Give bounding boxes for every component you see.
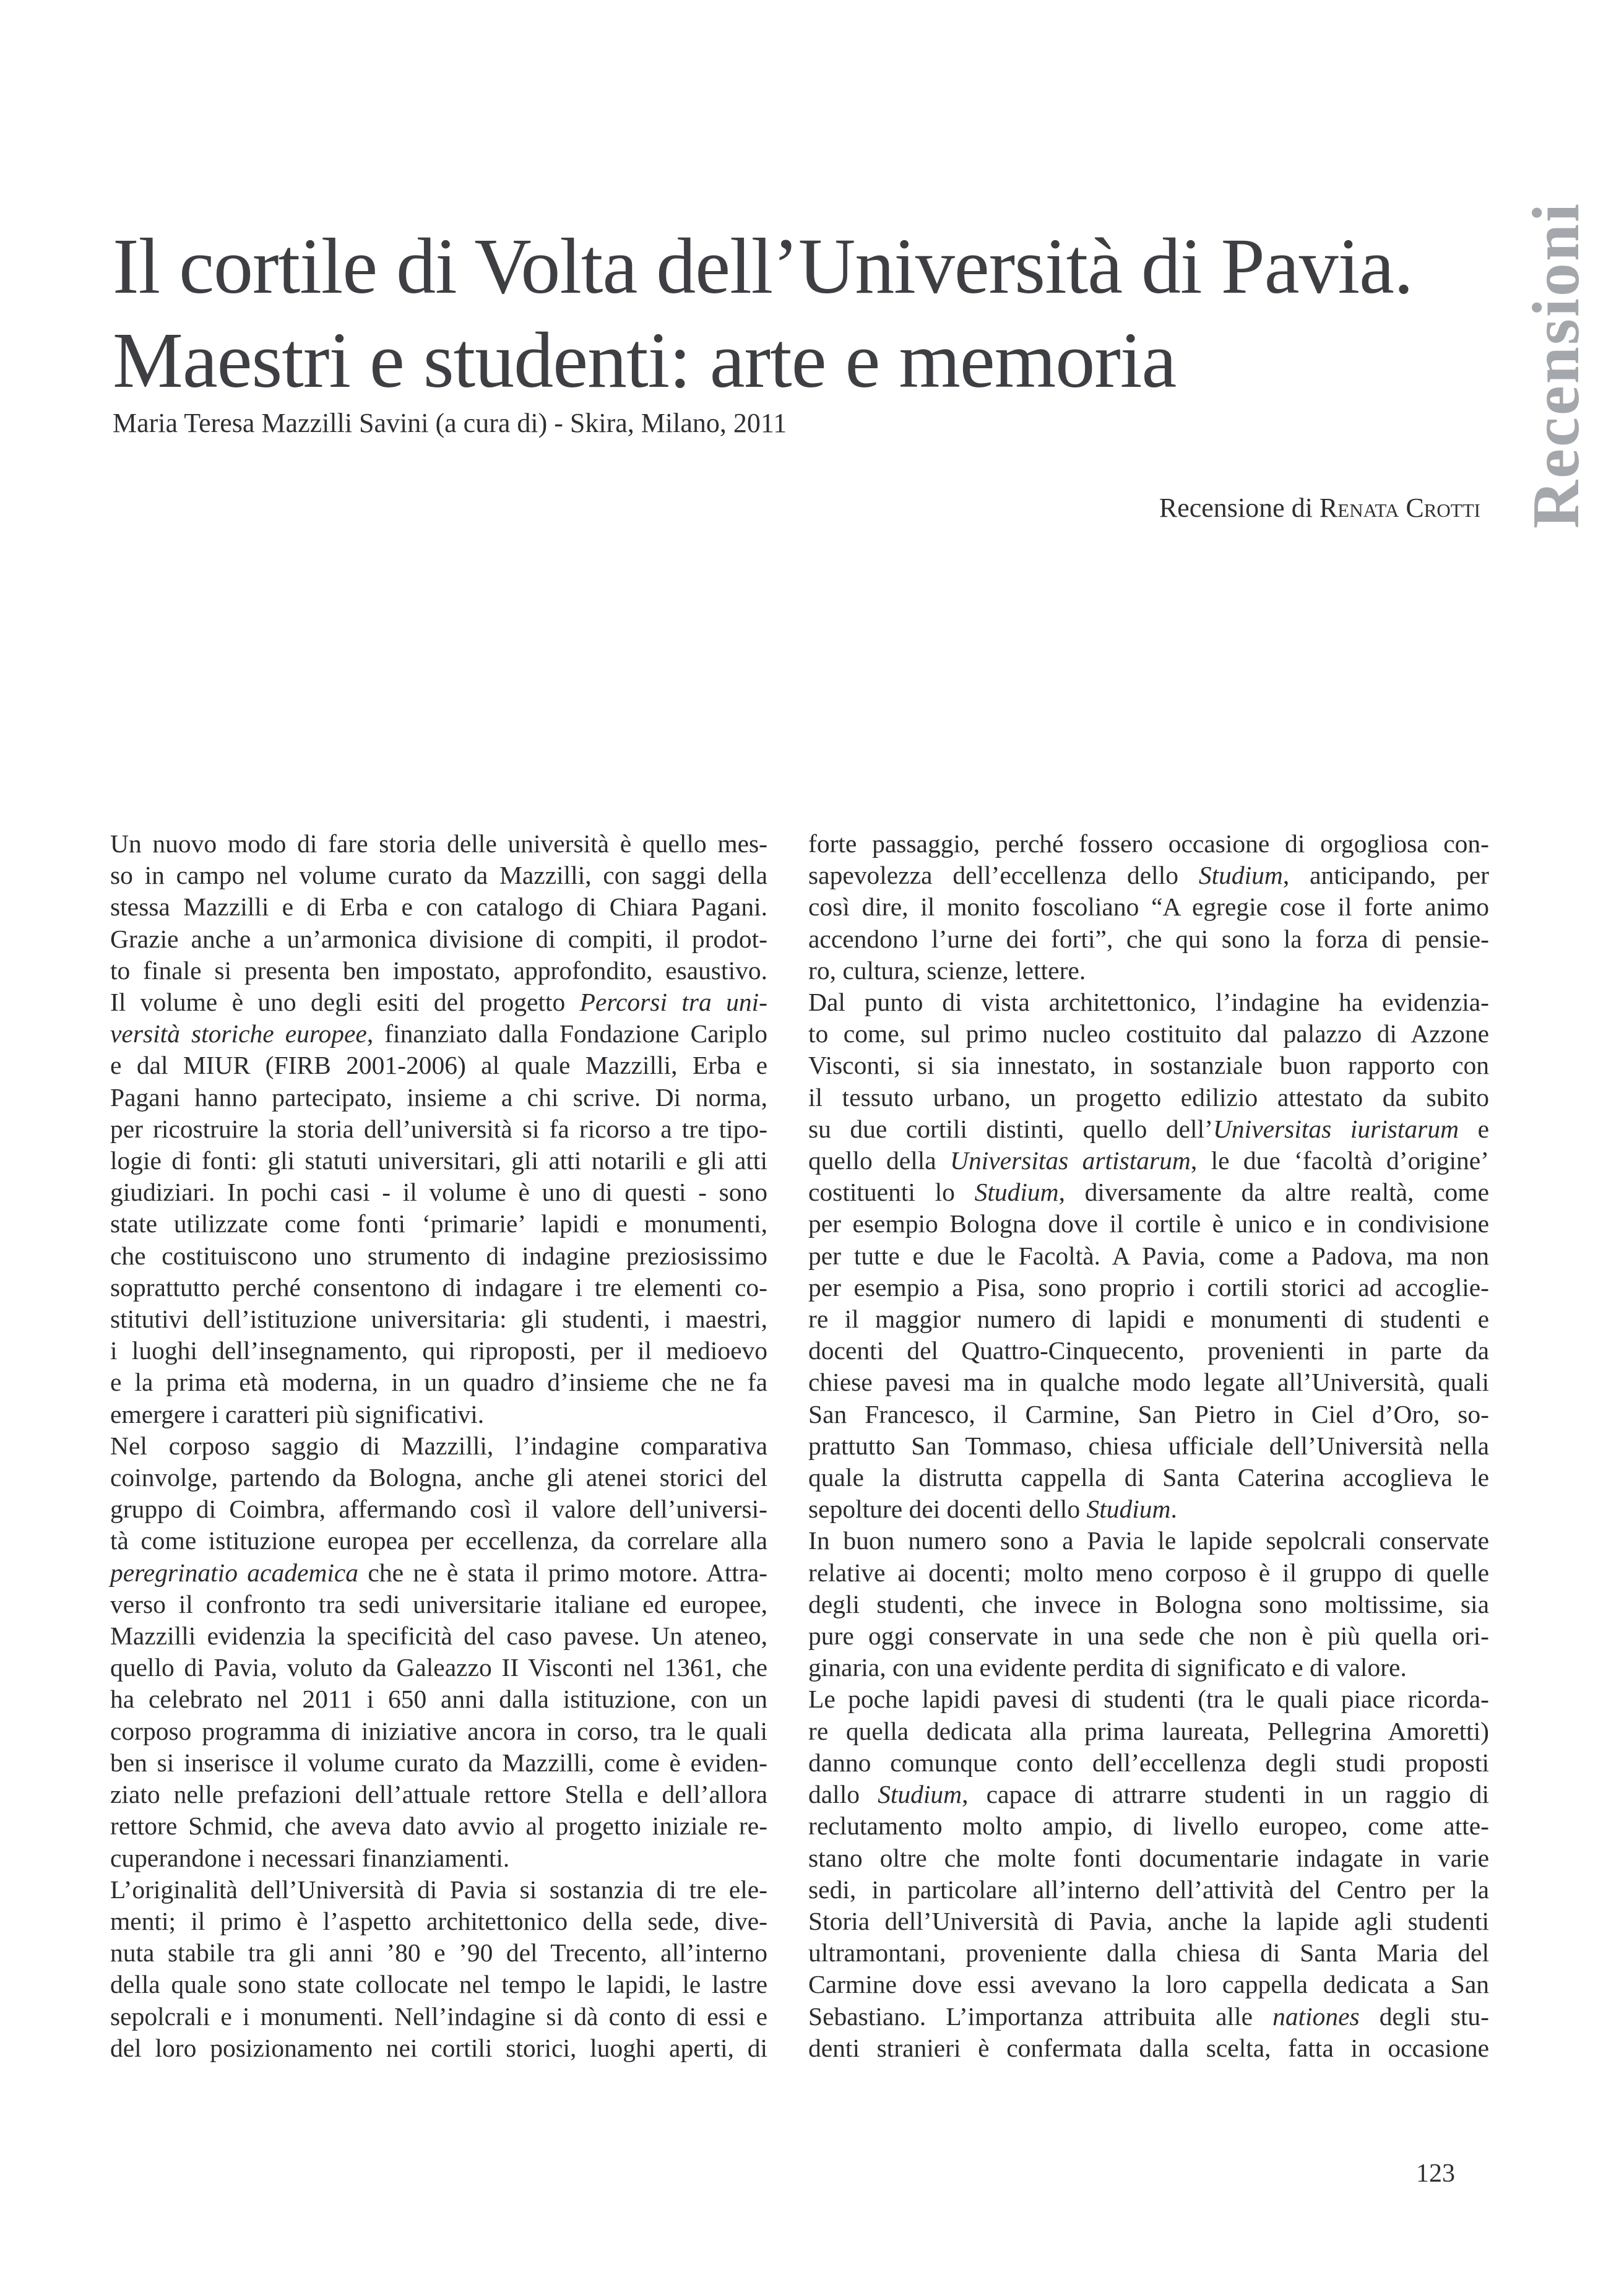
text-line: Carmine dove essi avevano la loro cappella dedicata a San: [808, 1970, 1489, 1999]
text-line: to come, sul primo nucleo costituito dal palazzo di Azzone: [808, 1019, 1489, 1048]
article-title: [113, 219, 1505, 407]
text-line: emergere i caratteri più significativi.: [110, 1399, 485, 1428]
text-line: per esempio Bologna dove il cortile è unico e in condivisione: [808, 1209, 1489, 1238]
text-line: menti; il primo è l’aspetto architettonico della sede, dive-: [110, 1906, 767, 1935]
text-line: tà come istituzione europea per eccellenza, da correlare alla: [110, 1526, 767, 1555]
text-line: Pagani hanno partecipato, insieme a chi scrive. Di norma,: [110, 1082, 767, 1112]
italic-term: Studium: [1086, 1495, 1171, 1524]
italic-term: Studium: [974, 1178, 1059, 1207]
italic-term: Percorsi tra uni-: [579, 988, 767, 1017]
text-line: corposo programma di iniziative ancora in corso, tra le quali: [110, 1716, 767, 1745]
text-line: così dire, il monito foscoliano “A egregie cose il forte animo: [808, 892, 1489, 922]
text-line: Le poche lapidi pavesi di studenti (tra le quali piace ricorda-: [808, 1685, 1489, 1714]
text-line: versità storiche europee, finanziato dalla Fondazione Cariplo: [110, 1019, 767, 1048]
text-line: soprattutto perché consentono di indagare i tre elementi co-: [110, 1272, 767, 1302]
text-line: sedi, in particolare all’interno dell’attività del Centro per la: [808, 1875, 1489, 1904]
text-line: prattutto San Tommaso, chiesa ufficiale dell’Università nella: [808, 1431, 1489, 1460]
text-line: ro, cultura, scienze, lettere.: [808, 956, 1086, 985]
text-line: so in campo nel volume curato da Mazzilli, con saggi della: [110, 861, 767, 890]
text-line: il tessuto urbano, un progetto edilizio attestato da subito: [808, 1082, 1489, 1112]
text-line: per esempio a Pisa, sono proprio i cortili storici ad accoglie-: [808, 1272, 1489, 1302]
article-title-line-2: Maestri e studenti: arte e memoria: [113, 316, 1177, 404]
text-line: e la prima età moderna, in un quadro d’insieme che ne fa: [110, 1368, 767, 1397]
text-line: peregrinatio academica che ne è stata il primo motore. Attra-: [110, 1558, 767, 1587]
text-line: re quella dedicata alla prima laureata, Pellegrina Amoretti): [808, 1716, 1489, 1745]
text-line: i luoghi dell’insegnamento, qui riproposti, per il medioevo: [110, 1336, 767, 1365]
section-tab: [1504, 202, 1609, 529]
text-line: Un nuovo modo di fare storia delle università è quello mes-: [110, 829, 767, 858]
text-line: rettore Schmid, che aveva dato avvio al progetto iniziale re-: [110, 1812, 767, 1841]
text-line: che costituiscono uno strumento di indagine preziosissimo: [110, 1241, 767, 1270]
text-line: gruppo di Coimbra, affermando così il valore dell’universi-: [110, 1495, 767, 1524]
text-line: pure oggi conservate in una sede che non è più quella ori-: [808, 1622, 1489, 1651]
body-column-left: [110, 828, 767, 2064]
text-line: stitutivi dell’istituzione universitaria: gli studenti, i maestri,: [110, 1305, 767, 1334]
review-byline-prefix: Recensione di: [1159, 493, 1313, 523]
text-line: per ricostruire la storia dell’università si fa ricorso a tre tipo-: [110, 1114, 767, 1143]
text-line: ha celebrato nel 2011 i 650 anni dalla istituzione, con un: [110, 1685, 767, 1714]
book-bibliographic-info: Maria Teresa Mazzilli Savini (a cura di) - Skira, Milano, 2011: [113, 408, 787, 438]
text-line: to finale si presenta ben impostato, approfondito, esaustivo.: [110, 956, 767, 985]
text-line: sapevolezza dell’eccellenza dello Studium, anticipando, per: [808, 861, 1490, 890]
text-line: In buon numero sono a Pavia le lapide sepolcrali conservate: [808, 1526, 1489, 1555]
italic-term: Studium: [1198, 861, 1283, 890]
review-byline: [1159, 492, 1480, 524]
page-number: 123: [1416, 2159, 1455, 2188]
body-column-right: [808, 828, 1489, 2064]
text-line: docenti del Quattro-Cinquecento, provenienti in parte da: [808, 1336, 1489, 1365]
text-line: reclutamento molto ampio, di livello europeo, come atte-: [808, 1812, 1489, 1841]
text-line: quale la distrutta cappella di Santa Caterina accoglieva le: [808, 1463, 1489, 1492]
text-line: giudiziari. In pochi casi - il volume è uno di questi - sono: [110, 1178, 767, 1207]
text-line: forte passaggio, perché fossero occasione di orgogliosa con-: [808, 829, 1489, 858]
text-line: ziato nelle prefazioni dell’attuale rettore Stella e dell’allora: [110, 1780, 767, 1809]
text-line: del loro posizionamento nei cortili storici, luoghi aperti, di: [110, 2033, 767, 2062]
text-line: denti stranieri è confermata dalla scelta, fatta in occasione: [808, 2033, 1489, 2062]
text-line: su due cortili distinti, quello dell’Universitas iuristarum e: [808, 1114, 1489, 1143]
text-line: Il volume è uno degli esiti del progetto Percorsi tra uni-: [110, 988, 767, 1017]
text-line: e dal MIUR (FIRB 2001-2006) al quale Mazzilli, Erba e: [110, 1051, 767, 1080]
text-line: relative ai docenti; molto meno corposo è il gruppo di quelle: [808, 1558, 1489, 1587]
text-line: chiese pavesi ma in qualche modo legate all’Università, quali: [808, 1368, 1489, 1397]
text-line: verso il confronto tra sedi universitarie italiane ed europee,: [110, 1589, 767, 1618]
text-line: L’originalità dell’Università di Pavia si sostanzia di tre ele-: [110, 1875, 767, 1904]
text-line: dallo Studium, capace di attrarre studenti in un raggio di: [808, 1780, 1489, 1809]
text-line: ginaria, con una evidente perdita di significato e di valore.: [808, 1653, 1407, 1682]
text-line: sepolture dei docenti dello Studium.: [808, 1495, 1177, 1524]
section-label: Recensioni: [1519, 202, 1594, 529]
text-line: accendono l’urne dei forti”, che qui sono la forza di pensie-: [808, 924, 1489, 953]
italic-term: nationes: [1272, 2002, 1360, 2031]
italic-term: Studium: [878, 1780, 962, 1809]
text-line: coinvolge, partendo da Bologna, anche gli atenei storici del: [110, 1463, 767, 1492]
text-line: degli studenti, che invece in Bologna sono moltissime, sia: [808, 1589, 1489, 1618]
text-line: Visconti, si sia innestato, in sostanziale buon rapporto con: [808, 1051, 1489, 1080]
italic-term: versità storiche europee: [110, 1019, 367, 1048]
text-line: sepolcrali e i monumenti. Nell’indagine si dà conto di essi e: [110, 2002, 767, 2031]
text-line: logie di fonti: gli statuti universitari, gli atti notarili e gli atti: [110, 1146, 767, 1175]
text-line: della quale sono state collocate nel tempo le lapidi, le lastre: [110, 1970, 767, 1999]
text-line: San Francesco, il Carmine, San Pietro in Ciel d’Oro, so-: [808, 1399, 1489, 1428]
text-line: costituenti lo Studium, diversamente da altre realtà, come: [808, 1178, 1489, 1207]
text-line: cuperandone i necessari finanziamenti.: [110, 1843, 510, 1872]
italic-term: Universitas artistarum: [949, 1146, 1191, 1175]
text-line: Dal punto di vista architettonico, l’indagine ha evidenzia-: [808, 988, 1489, 1017]
text-line: ben si inserisce il volume curato da Mazzilli, come è eviden-: [110, 1748, 767, 1777]
text-line: re il maggior numero di lapidi e monumenti di studenti e: [808, 1305, 1489, 1334]
text-line: Nel corposo saggio di Mazzilli, l’indagine comparativa: [110, 1431, 767, 1460]
text-line: stessa Mazzilli e di Erba e con catalogo di Chiara Pagani.: [110, 892, 767, 922]
text-line: quello di Pavia, voluto da Galeazzo II Visconti nel 1361, che: [110, 1653, 767, 1682]
reviewer-name: Renata Crotti: [1319, 493, 1480, 523]
text-line: per tutte e due le Facoltà. A Pavia, come a Padova, ma non: [808, 1241, 1489, 1270]
text-line: Sebastiano. L’importanza attribuita alle nationes degli stu-: [808, 2002, 1490, 2031]
text-line: ultramontani, proveniente dalla chiesa di Santa Maria del: [808, 1938, 1489, 1968]
text-line: stano oltre che molte fonti documentarie indagate in varie: [808, 1843, 1489, 1872]
text-line: danno comunque conto dell’eccellenza degli studi proposti: [808, 1748, 1489, 1777]
text-line: nuta stabile tra gli anni ’80 e ’90 del Trecento, all’interno: [110, 1938, 767, 1968]
text-line: quello della Universitas artistarum, le due ‘facoltà d’origine’: [808, 1146, 1489, 1175]
text-line: Storia dell’Università di Pavia, anche la lapide agli studenti: [808, 1906, 1489, 1935]
text-line: Grazie anche a un’armonica divisione di compiti, il prodot-: [110, 924, 767, 953]
text-line: Mazzilli evidenzia la specificità del caso pavese. Un ateneo,: [110, 1622, 767, 1651]
italic-term: peregrinatio academica: [110, 1558, 359, 1587]
article-title-line-1: Il cortile di Volta dell’Università di Pavia.: [113, 222, 1413, 310]
text-line: state utilizzate come fonti ‘primarie’ lapidi e monumenti,: [110, 1209, 767, 1238]
italic-term: Universitas iuristarum: [1212, 1114, 1459, 1143]
